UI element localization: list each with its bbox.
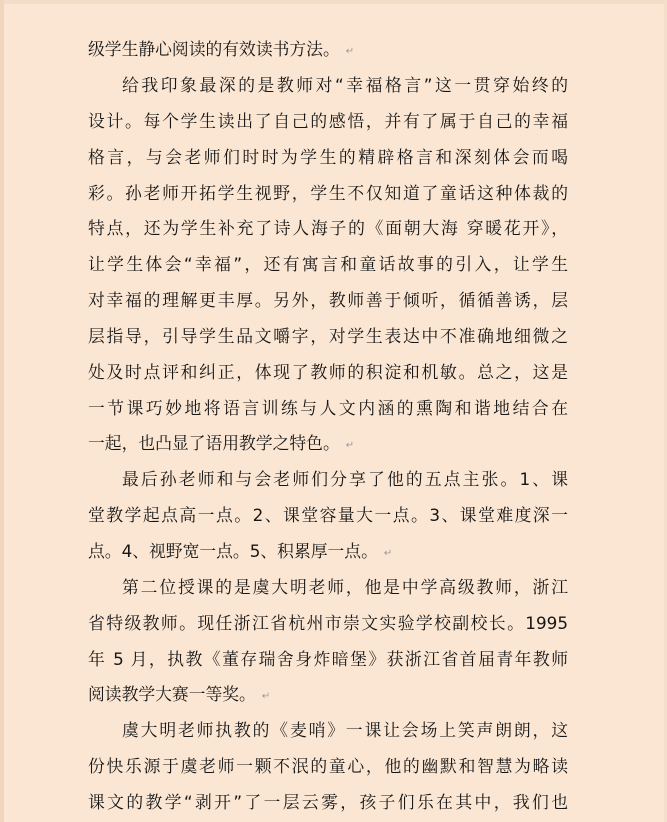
- text-line: 让学生体会“幸福”，还有寓言和童话故事的引入，让学生: [88, 254, 568, 274]
- line-text: 阅读教学大赛一等奖。: [88, 684, 256, 704]
- text-line: 年 5 月，执教《董存瑞舍身炸暗堡》获浙江省首届青年教师: [88, 649, 568, 669]
- line-text: 一起，也凸显了语用教学之特色。: [88, 433, 340, 453]
- paragraph-mark-icon: ↵: [345, 46, 355, 57]
- text-line: 特点，还为学生补充了诗人海子的《面朝大海 穿暖花开》，: [88, 218, 568, 238]
- text-line: [88, 538, 568, 562]
- text-line: 堂教学起点高一点。2、课堂容量大一点。3、课堂难度深一: [88, 505, 568, 525]
- page-top-edge: [0, 0, 667, 4]
- text-line: 给我印象最深的是教师对“幸福格言”这一贯穿始终的: [122, 75, 568, 95]
- text-line: [88, 36, 568, 60]
- text-line: 处及时点评和纠正，体现了教师的积淀和机敏。总之，这是: [88, 362, 568, 382]
- line-text: 点。4、视野宽一点。5、积累厚一点。: [88, 541, 378, 561]
- text-line: 第二位授课的是虞大明老师，他是中学高级教师，浙江: [122, 577, 568, 597]
- text-line: 最后孙老师和与会老师们分享了他的五点主张。1、课: [122, 469, 568, 489]
- text-line: 彩。孙老师开拓学生视野，学生不仅知道了童话这种体裁的: [88, 183, 568, 203]
- line-text: 级学生静心阅读的有效读书方法。: [88, 39, 340, 59]
- paragraph-mark-icon: ↵: [345, 440, 355, 451]
- text-line: 设计。每个学生读出了自己的感悟，并有了属于自己的幸福: [88, 111, 568, 131]
- text-line: 对幸福的理解更丰厚。另外，教师善于倾听，循循善诱，层: [88, 290, 568, 310]
- text-line: 课文的教学“剥开”了一层云雾，孩子们乐在其中，我们也: [88, 792, 568, 812]
- text-line: 虞大明老师执教的《麦哨》一课让会场上笑声朗朗，这: [122, 720, 568, 740]
- text-line: 层指导，引导学生品文嚼字，对学生表达中不准确地细微之: [88, 326, 568, 346]
- text-line: [88, 430, 568, 454]
- paragraph-mark-icon: ↵: [261, 691, 271, 702]
- text-line: 格言，与会老师们时时为学生的精辟格言和深刻体会而喝: [88, 147, 568, 167]
- text-line: 份快乐源于虞老师一颗不泯的童心，他的幽默和智慧为略读: [88, 756, 568, 776]
- text-line: [88, 681, 568, 705]
- text-line: 省特级教师。现任浙江省杭州市崇文实验学校副校长。1995: [88, 613, 568, 633]
- paragraph-mark-icon: ↵: [383, 548, 393, 559]
- text-line: 一节课巧妙地将语言训练与人文内涵的熏陶和谐地结合在: [88, 398, 568, 418]
- page-left-edge: [0, 0, 4, 822]
